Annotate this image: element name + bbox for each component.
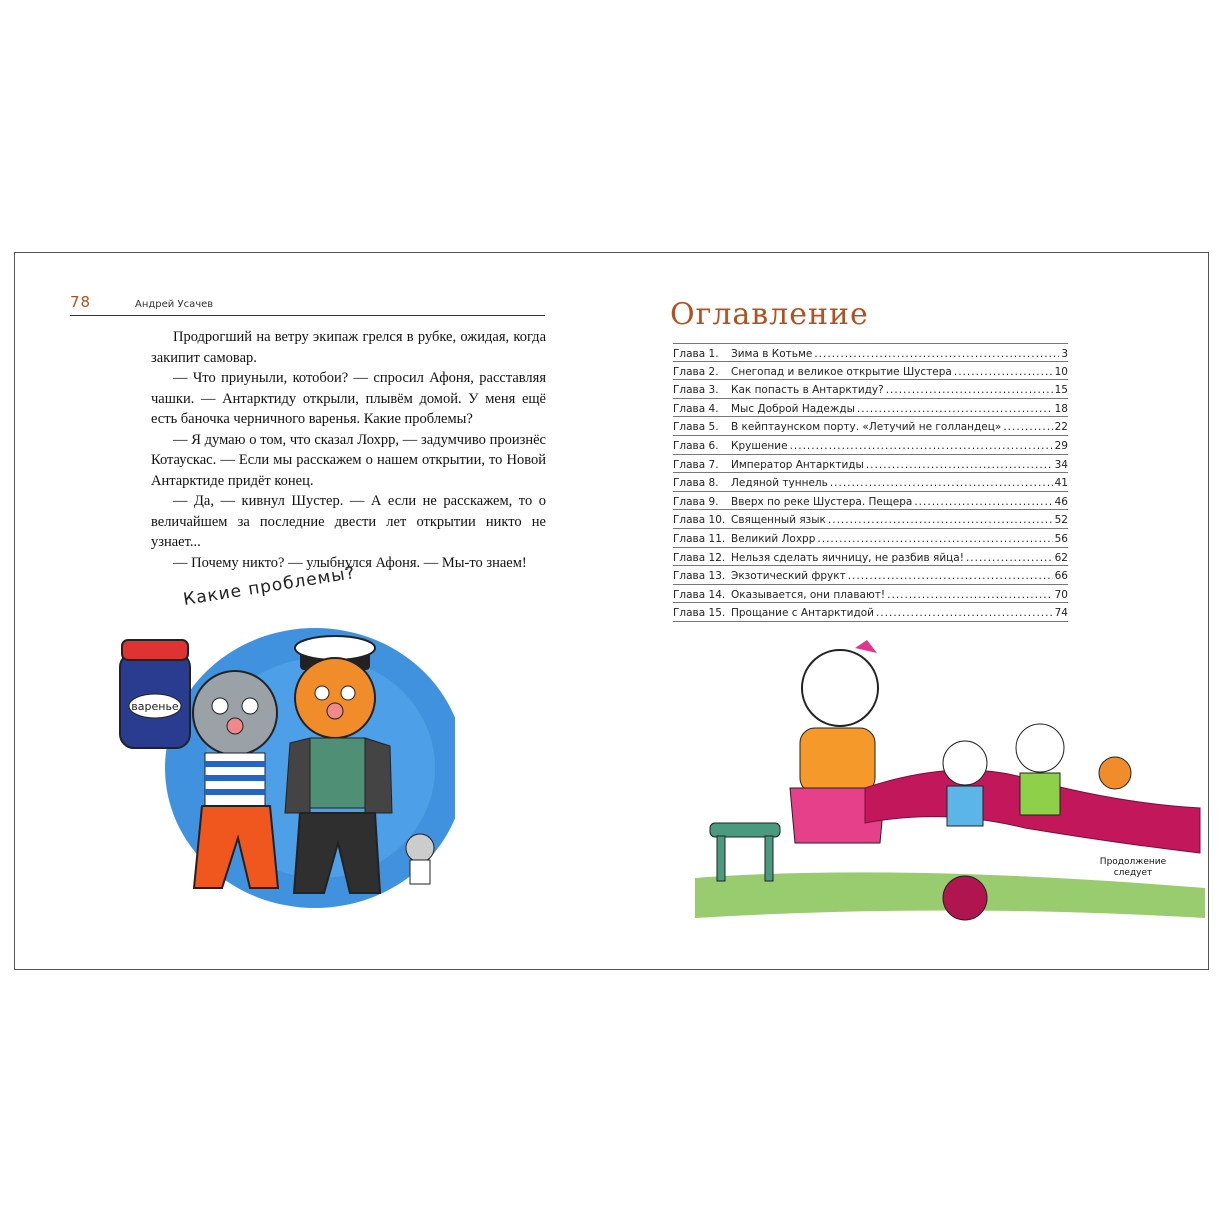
toc-row <box>673 417 1068 436</box>
toc-chapter-title: Император Антарктиды <box>731 458 864 471</box>
toc-leader <box>886 384 1053 396</box>
toc-chapter-title: Священный язык <box>731 514 826 527</box>
toc-page-number: 34 <box>1054 458 1068 471</box>
toc-row <box>673 455 1068 474</box>
toc-page-number: 74 <box>1054 607 1068 620</box>
toc-chapter-title: Экзотический фрукт <box>731 570 846 583</box>
toc-chapter: Глава 6. <box>673 439 719 452</box>
toc-title: Оглавление <box>670 297 869 332</box>
toc-row <box>673 362 1068 381</box>
toc-chapter-title: Снегопад и великое открытие Шустера <box>731 365 952 378</box>
toc-page-number: 62 <box>1054 551 1068 564</box>
paragraph: — Почему никто? — улыбнулся Афоня. — Мы-то знаем! <box>173 554 527 571</box>
book-spread <box>14 252 1209 970</box>
toc-chapter: Глава 4. <box>673 402 719 415</box>
toc-page-number: 46 <box>1054 495 1068 508</box>
toc-chapter-title: Мыс Доброй Надежды <box>731 402 855 415</box>
toc-row <box>673 585 1068 604</box>
toc-chapter: Глава 2. <box>673 365 719 378</box>
toc-page-number: 10 <box>1054 365 1068 378</box>
toc-page-number: 66 <box>1054 570 1068 583</box>
toc-chapter-title: Великий Лохрр <box>731 532 816 545</box>
toc-chapter-title: Ледяной туннель <box>731 477 828 490</box>
continued-line: Продолжение <box>1099 857 1167 867</box>
toc-row <box>673 399 1068 418</box>
toc-chapter-title: В кейптаунском порту. «Летучий не голландец» <box>731 421 1002 434</box>
toc-row <box>673 510 1068 529</box>
table-of-contents <box>673 343 1068 622</box>
page-number: 78 <box>70 293 92 311</box>
toc-chapter: Глава 8. <box>673 477 719 490</box>
toc-leader <box>876 607 1053 619</box>
toc-page-number: 70 <box>1054 588 1068 601</box>
toc-leader <box>914 496 1052 508</box>
toc-chapter: Глава 5. <box>673 421 719 434</box>
toc-row <box>673 436 1068 455</box>
story-text <box>151 327 546 573</box>
toc-leader <box>954 366 1053 378</box>
running-head: Андрей Усачев <box>135 299 214 310</box>
toc-chapter: Глава 13. <box>673 570 726 583</box>
toc-chapter: Глава 15. <box>673 607 726 620</box>
toc-leader <box>828 514 1053 526</box>
toc-chapter: Глава 3. <box>673 384 719 397</box>
speech-caption: Какие проблемы? <box>181 563 357 610</box>
toc-chapter: Глава 10. <box>673 514 726 527</box>
paragraph: — Что приуныли, котобои? — спросил Афоня, расставляя чашки. — Антарктиду открыли, плывём домой. У меня ещё есть баночка черничного варенья. Какие проблемы? <box>151 370 546 427</box>
paragraph: — Я думаю о том, что сказал Лохрр, — задумчиво произнёс Котаускас. — Если мы расскажем о нашем открытии, то Новой Антарктиде придёт конец. <box>151 431 546 489</box>
header-rule <box>70 315 545 316</box>
toc-leader <box>817 533 1052 545</box>
toc-leader <box>857 403 1053 415</box>
toc-leader <box>866 459 1053 471</box>
toc-leader <box>848 570 1053 582</box>
toc-chapter: Глава 1. <box>673 348 719 360</box>
toc-chapter: Глава 14. <box>673 588 726 601</box>
cats-illustration <box>110 598 455 918</box>
toc-chapter: Глава 11. <box>673 532 726 545</box>
knitting-cats-illustration <box>695 638 1205 938</box>
paragraph: — Да, — кивнул Шустер. — А если не расскажем, то о величайшем за последние двести лет открытии никто не узнает... <box>151 493 546 550</box>
toc-page-number: 29 <box>1054 439 1068 452</box>
toc-chapter-title: Оказывается, они плавают! <box>731 588 886 601</box>
toc-leader <box>966 552 1053 564</box>
toc-page-number: 22 <box>1054 421 1068 434</box>
toc-leader <box>814 348 1059 360</box>
toc-row <box>673 566 1068 585</box>
toc-page-number: 3 <box>1061 348 1068 360</box>
toc-chapter-title: Нельзя сделать яичницу, не разбив яйца! <box>731 551 964 564</box>
toc-row <box>673 529 1068 548</box>
toc-row <box>673 343 1068 362</box>
toc-page-number: 15 <box>1054 384 1068 397</box>
toc-page-number: 52 <box>1054 514 1068 527</box>
toc-row <box>673 548 1068 567</box>
toc-row <box>673 603 1068 622</box>
toc-row <box>673 473 1068 492</box>
toc-row <box>673 492 1068 511</box>
toc-leader <box>1003 421 1052 433</box>
toc-leader <box>790 440 1053 452</box>
paragraph: Продрогший на ветру экипаж грелся в рубке, ожидая, когда закипит самовар. <box>151 329 546 366</box>
toc-page-number: 56 <box>1054 532 1068 545</box>
toc-page-number: 18 <box>1054 402 1068 415</box>
continued-line: следует <box>1113 868 1153 878</box>
toc-leader <box>830 477 1053 489</box>
toc-leader <box>887 589 1052 601</box>
jar-label: варенье <box>131 700 179 713</box>
toc-chapter: Глава 7. <box>673 458 719 471</box>
toc-page-number: 41 <box>1054 477 1068 490</box>
toc-chapter-title: Вверх по реке Шустера. Пещера <box>731 495 913 508</box>
toc-row <box>673 380 1068 399</box>
toc-chapter-title: Как попасть в Антарктиду? <box>731 384 884 397</box>
toc-chapter-title: Прощание с Антарктидой <box>731 607 874 620</box>
toc-chapter: Глава 9. <box>673 495 719 508</box>
toc-chapter-title: Крушение <box>731 439 788 452</box>
toc-chapter-title: Зима в Котьме <box>731 348 813 360</box>
continued-note <box>1093 857 1173 879</box>
toc-chapter: Глава 12. <box>673 551 726 564</box>
